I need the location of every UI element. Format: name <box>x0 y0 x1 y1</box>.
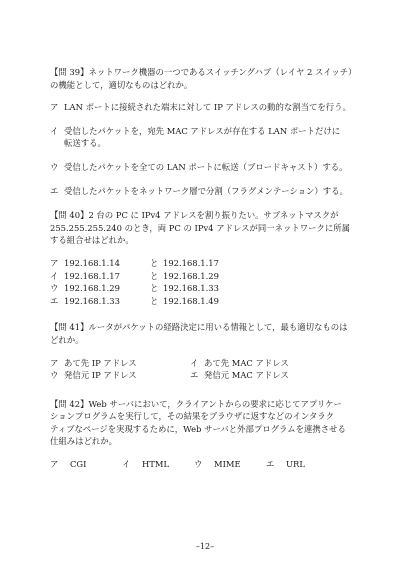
question-42-line-4: 仕組みはどれか。 <box>50 436 117 447</box>
question-41-line-2: どれか。 <box>50 334 84 345</box>
choice-label: ウ <box>194 459 203 470</box>
connector: と <box>150 283 159 294</box>
question-39-choices <box>50 101 370 197</box>
choice-a[interactable] <box>50 257 370 270</box>
choice-text <box>64 125 370 150</box>
choice-label: ア <box>50 459 59 470</box>
choice-label: イ <box>190 357 199 368</box>
choice-a[interactable] <box>50 458 122 471</box>
choice-label: イ <box>50 270 59 281</box>
choice-label: ア <box>50 257 59 268</box>
choice-text-line-1: 受信したパケットを全ての LAN ポートに転送（ブロードキャスト）する。 <box>64 161 348 172</box>
choice-e[interactable] <box>266 458 338 471</box>
connector: と <box>150 257 159 268</box>
question-39-text <box>50 66 370 91</box>
question-42 <box>50 398 370 471</box>
choice-text <box>64 161 370 174</box>
connector: と <box>150 270 159 281</box>
choice-u[interactable] <box>194 458 266 471</box>
page-number: –12– <box>195 542 215 551</box>
choice-label: ウ <box>50 161 59 172</box>
question-41-text <box>50 321 370 346</box>
question-40 <box>50 209 370 307</box>
ip-address-second: 192.168.1.17 <box>163 257 219 268</box>
choice-label: ウ <box>50 370 59 381</box>
choice-e[interactable] <box>50 295 370 308</box>
question-42-line-1: 【問 42】Web サーバにおいて，クライアントからの要求に応じてアプリケー <box>50 398 342 409</box>
choice-text: 発信元 MAC アドレス <box>204 370 289 381</box>
connector: と <box>150 295 159 306</box>
ip-address-first: 192.168.1.14 <box>64 257 120 268</box>
question-41-choices <box>50 357 370 382</box>
choice-u[interactable] <box>50 161 370 174</box>
choice-text-line-1: 受信したパケットをネットワーク層で分割（フラグメンテーション）する。 <box>64 185 348 196</box>
question-42-text <box>50 398 370 448</box>
choice-e[interactable] <box>50 185 370 198</box>
question-40-line-2: 255.255.255.240 のとき，両 PC の IPv4 アドレスが同一ネットワークに所属 <box>50 222 350 233</box>
choice-label: エ <box>190 370 199 381</box>
question-42-line-3: ティブなページを実現するために，Web サーバと外部プログラムを連携させる <box>50 423 346 434</box>
question-40-line-1: 【問 40】2 台の PC に IPv4 アドレスを割り振りたい。サブネットマスクが <box>50 210 339 221</box>
question-42-choices <box>50 458 370 471</box>
choice-text-line-1: 受信したパケットを，宛先 MAC アドレスが存在する LAN ポートだけに <box>64 125 341 136</box>
choice-u[interactable] <box>50 282 370 295</box>
choice-label: エ <box>50 295 59 306</box>
choice-text <box>64 185 370 198</box>
ip-address-second: 192.168.1.49 <box>163 295 219 306</box>
question-40-choices <box>50 257 370 307</box>
choice-text: 発信元 IP アドレス <box>64 370 137 381</box>
choice-label: エ <box>266 459 275 470</box>
question-40-text <box>50 209 370 247</box>
choice-text: CGI <box>70 459 87 470</box>
choice-a[interactable] <box>50 357 190 370</box>
choice-label: ア <box>50 102 59 113</box>
question-42-line-2: ションプログラムを実行して，その結果をブラウザに返すなどのインタラク <box>50 411 334 422</box>
question-40-line-3: する組合せはどれか。 <box>50 235 134 246</box>
choice-label: イ <box>122 459 131 470</box>
question-41-line-1: 【問 41】ルータがパケットの経路決定に用いる情報として，最も適切なものは <box>50 322 348 333</box>
question-39-line-1: 【問 39】ネットワーク機器の一つであるスイッチングハブ（レイヤ 2 スイッチ） <box>50 67 357 77</box>
choice-text-line-2: 転送する。 <box>64 138 106 149</box>
choice-text-line-1: LAN ポートに接続された端末に対して IP アドレスの動的な割当てを行う。 <box>64 102 351 113</box>
choice-label: イ <box>50 125 59 136</box>
choice-text: URL <box>286 459 305 470</box>
choice-u[interactable] <box>50 369 190 382</box>
choice-i[interactable] <box>122 458 194 471</box>
choice-i[interactable] <box>190 357 330 370</box>
question-39 <box>50 66 370 197</box>
ip-address-second: 192.168.1.33 <box>163 283 219 294</box>
ip-address-first: 192.168.1.33 <box>64 295 120 306</box>
ip-address-first: 192.168.1.29 <box>64 283 120 294</box>
ip-address-second: 192.168.1.29 <box>163 270 219 281</box>
question-41 <box>50 321 370 381</box>
choice-text <box>64 101 370 114</box>
choice-text: HTML <box>142 459 170 470</box>
choice-i[interactable] <box>50 125 370 150</box>
page-content <box>50 66 370 489</box>
choice-text: MIME <box>214 459 241 470</box>
choice-label: エ <box>50 185 59 196</box>
choice-label: ウ <box>50 283 59 294</box>
ip-address-first: 192.168.1.17 <box>64 270 120 281</box>
question-39-line-2: の機能として，適切なものはどれか。 <box>50 79 193 90</box>
choice-a[interactable] <box>50 101 370 114</box>
choice-e[interactable] <box>190 369 330 382</box>
choice-i[interactable] <box>50 270 370 283</box>
choice-text: あて先 IP アドレス <box>64 357 137 368</box>
choice-label: ア <box>50 357 59 368</box>
choice-text: あて先 MAC アドレス <box>204 357 289 368</box>
